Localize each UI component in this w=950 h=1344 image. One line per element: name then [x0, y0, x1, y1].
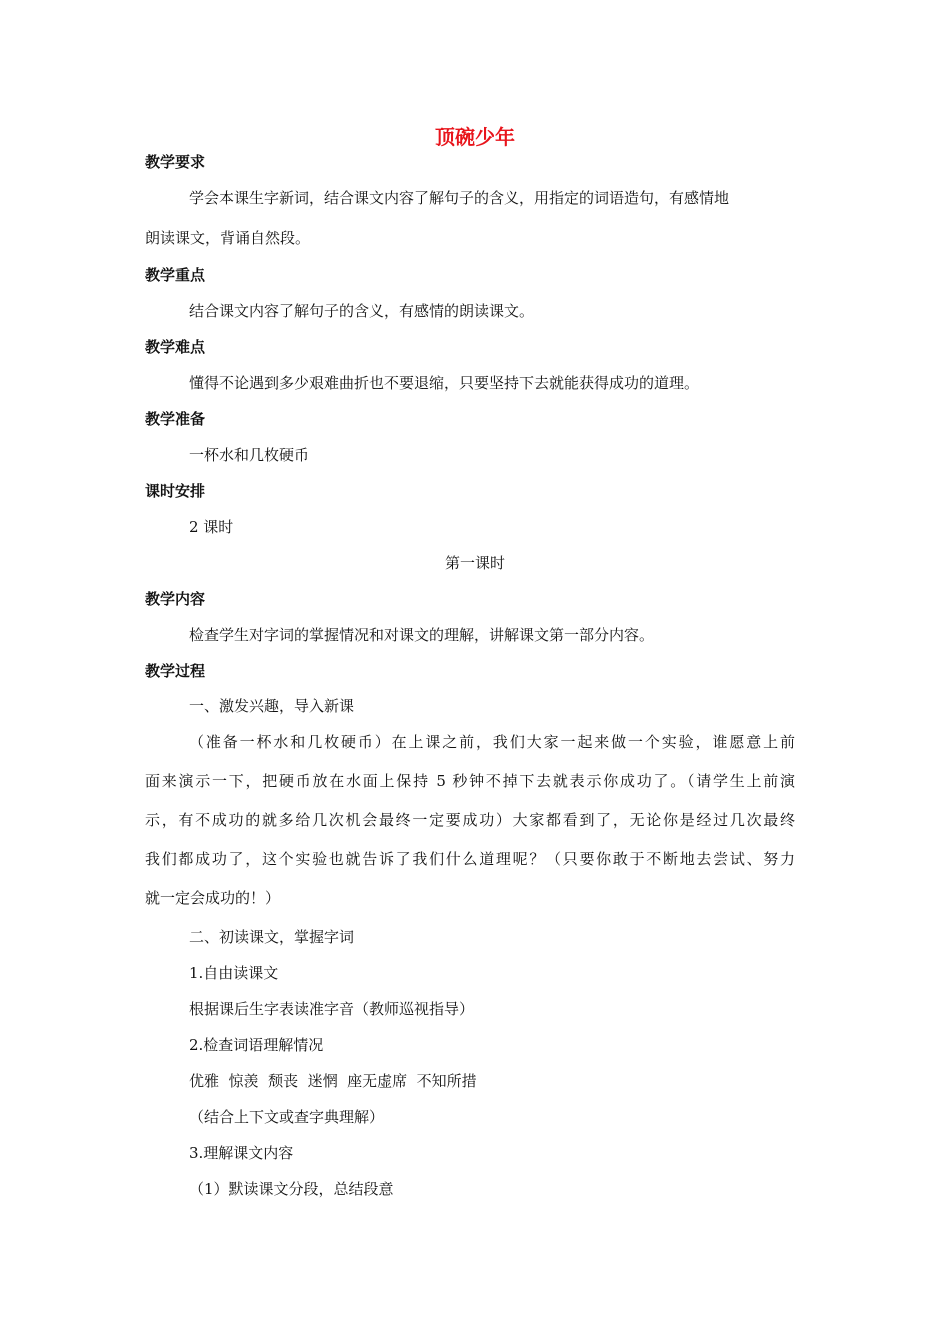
- list-item: 1.自由读课文: [189, 964, 279, 982]
- step-heading: 二、初读课文，掌握字词: [189, 928, 355, 946]
- section-heading-preparation: 教学准备: [145, 410, 206, 428]
- vocabulary-list: 优雅 惊羡 颓丧 迷惘 座无虚席 不知所措: [189, 1072, 477, 1090]
- step-heading: 一、激发兴趣，导入新课: [189, 697, 355, 715]
- paragraph-line: 懂得不论遇到多少艰难曲折也不要退缩，只要坚持下去就能获得成功的道理。: [189, 374, 700, 392]
- paragraph-line: （结合上下文或查字典理解）: [189, 1108, 385, 1126]
- paragraph-line: 2 课时: [189, 518, 234, 536]
- list-item: 2.检查词语理解情况: [189, 1036, 324, 1054]
- list-item: 3.理解课文内容: [189, 1144, 294, 1162]
- paragraph-line: 一杯水和几枚硬币: [189, 446, 310, 464]
- section-heading-difficulties: 教学难点: [145, 338, 206, 356]
- paragraph-line: 学会本课生字新词，结合课文内容了解句子的含义，用指定的词语造句，有感情地: [189, 189, 730, 207]
- paragraph-line: 就一定会成功的！）: [145, 889, 281, 907]
- paragraph-line: 我们都成功了，这个实验也就告诉了我们什么道理呢？（只要你敢于不断地去尝试、努力: [145, 850, 795, 868]
- paragraph-line: 结合课文内容了解句子的含义，有感情的朗读课文。: [189, 302, 535, 320]
- section-heading-key-points: 教学重点: [145, 266, 206, 284]
- paragraph-line: 检查学生对字词的掌握情况和对课文的理解，讲解课文第一部分内容。: [189, 626, 655, 644]
- section-heading-schedule: 课时安排: [145, 482, 206, 500]
- paragraph-line: 根据课后生字表读准字音（教师巡视指导）: [189, 1000, 475, 1018]
- section-heading-content: 教学内容: [145, 590, 206, 608]
- list-item: （1）默读课文分段，总结段意: [189, 1180, 394, 1198]
- paragraph-line: 朗读课文，背诵自然段。: [145, 229, 311, 247]
- paragraph-line: 示，有不成功的就多给几次机会最终一定要成功）大家都看到了，无论你是经过几次最终: [145, 811, 795, 829]
- page-title: 顶碗少年: [435, 125, 515, 149]
- section-heading-requirements: 教学要求: [145, 153, 206, 171]
- paragraph-line: （准备一杯水和几枚硬币）在上课之前，我们大家一起来做一个实验，谁愿意上前: [189, 733, 795, 751]
- paragraph-line: 面来演示一下，把硬币放在水面上保持 5 秒钟不掉下去就表示你成功了。（请学生上前演: [145, 772, 795, 790]
- lesson-label: 第一课时: [444, 554, 505, 572]
- section-heading-process: 教学过程: [145, 662, 206, 680]
